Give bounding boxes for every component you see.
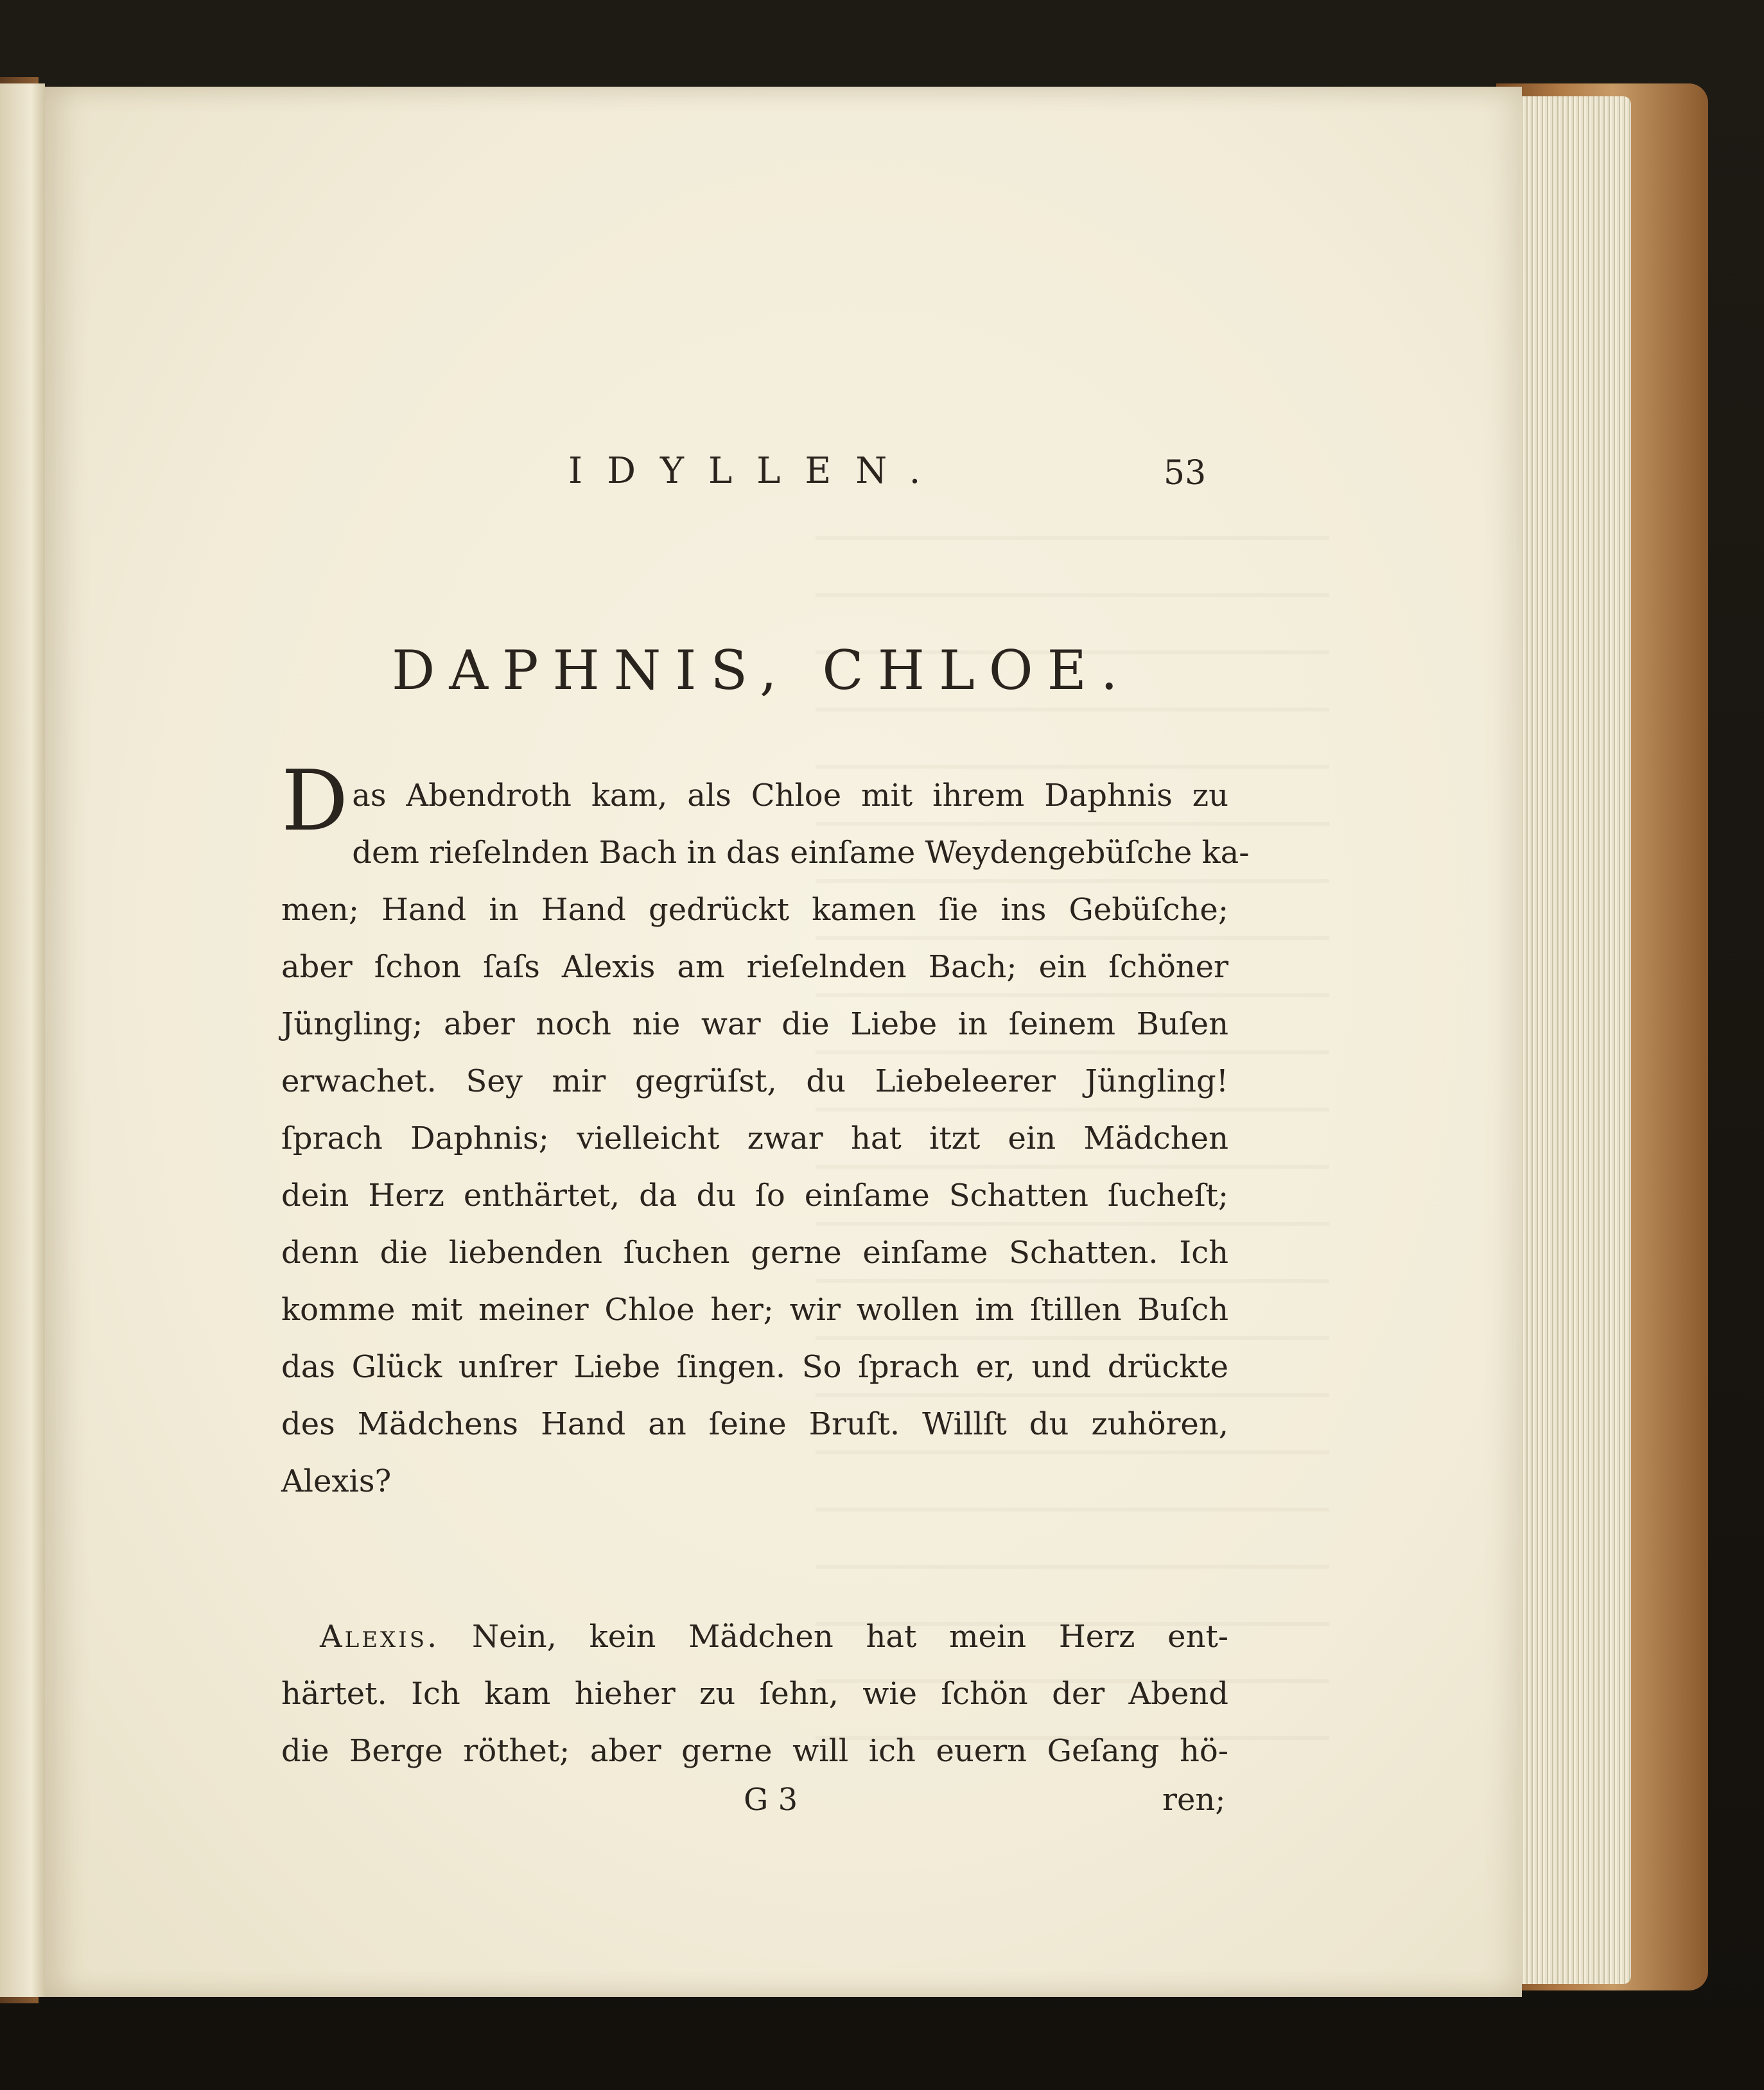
body-line: das Glück unſrer Liebe ſingen. So ſprach er, und drückte bbox=[281, 1349, 1228, 1385]
body-line: ſprach Daphnis; vielleicht zwar hat itzt ein Mädchen bbox=[281, 1120, 1228, 1156]
speaker-name: Alexis. bbox=[320, 1619, 440, 1655]
body-line: aber ſchon ſaſs Alexis am rieſelnden Bach; ein ſchöner bbox=[281, 949, 1228, 985]
poem-title: DAPHNIS, CHLOE. bbox=[392, 639, 1132, 702]
body-line: erwachet. Sey mir gegrüſst, du Liebeleerer Jüngling! bbox=[281, 1063, 1228, 1099]
body-line: Alexis? bbox=[281, 1463, 392, 1499]
page-number: 53 bbox=[1164, 454, 1207, 492]
catchword: ren; bbox=[1162, 1782, 1226, 1818]
body-line: as Abendroth kam, als Chloe mit ihrem Daphnis zu bbox=[352, 778, 1228, 814]
book-page bbox=[45, 87, 1522, 1997]
body-line: dein Herz enthärtet, da du ſo einſame Schatten ſucheſt; bbox=[281, 1178, 1228, 1214]
left-page-edge bbox=[0, 83, 45, 1997]
running-head-title: IDYLLEN. bbox=[568, 450, 945, 492]
page-block-edges bbox=[1509, 96, 1631, 1984]
printer-signature: G 3 bbox=[744, 1782, 798, 1818]
drop-cap: D bbox=[281, 752, 349, 849]
speech-text: Nein, kein Mädchen hat mein Herz ent- bbox=[471, 1619, 1228, 1655]
body-line: dem rieſelnden Bach in das einſame Weydengebüſche ka- bbox=[352, 835, 1250, 871]
speech-line: härtet. Ich kam hieher zu ſehn, wie ſchön der Abend bbox=[281, 1676, 1228, 1712]
speech-line: die Berge röthet; aber gerne will ich euern Geſang hö- bbox=[281, 1733, 1228, 1769]
speech-first-line bbox=[281, 1608, 1228, 1666]
body-line: men; Hand in Hand gedrückt kamen ſie ins Gebüſche; bbox=[281, 892, 1228, 928]
body-line: komme mit meiner Chloe her; wir wollen im ſtillen Buſch bbox=[281, 1292, 1228, 1328]
body-line: des Mädchens Hand an ſeine Bruſt. Willſt du zuhören, bbox=[281, 1406, 1228, 1442]
speech-alexis bbox=[281, 1608, 1232, 1780]
poem-body bbox=[281, 752, 1250, 1510]
body-line: Jüngling; aber noch nie war die Liebe in ſeinem Buſen bbox=[281, 1006, 1228, 1042]
body-line: denn die liebenden ſuchen gerne einſame Schatten. Ich bbox=[281, 1235, 1228, 1271]
